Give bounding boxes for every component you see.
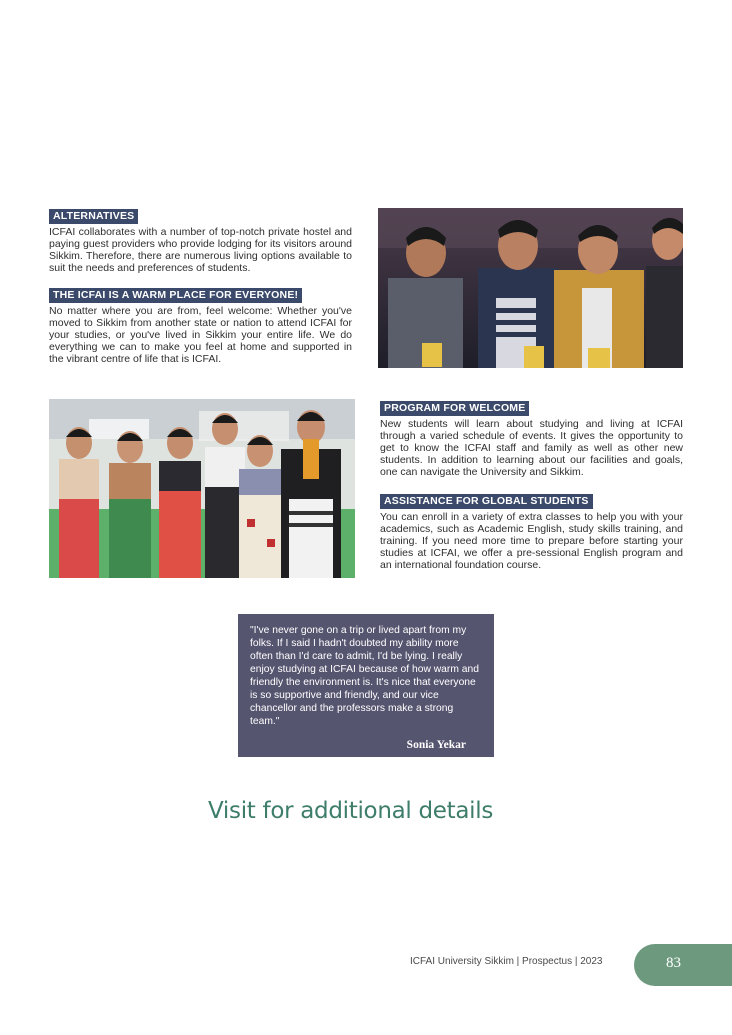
section-alternatives (49, 206, 352, 274)
page-number-tab (634, 944, 732, 986)
traditional-dress-photo (49, 399, 355, 578)
section-warm-place (49, 285, 352, 365)
page-number: 83 (666, 955, 681, 971)
testimonial-quote: "I've never gone on a trip or lived apart from my folks. If I said I hadn't doubted my ability more often than I'd care to admit, I'd be lying. I really enjoy studying at ICFAI because of how warm and friendly the environment is. It's nice that everyone is so supportive and friendly, and our vice chancellor and the professors make a strong team." (250, 625, 479, 727)
alternatives-heading: ALTERNATIVES (49, 209, 138, 224)
welcome-heading: PROGRAM FOR WELCOME (380, 401, 529, 416)
students-group-photo (378, 208, 683, 368)
warm-place-body: No matter where you are from, feel welcome: Whether you've moved to Sikkim from another state or nation to attend ICFAI for your studies, or you've lived in Sikkim your entire life. We do everything we can to make you feel at home and supported in the vibrant centre of life that is ICFAI. (49, 305, 352, 365)
footer-text: ICFAI University Sikkim | Prospectus | 2023 (410, 956, 603, 967)
visit-details-link[interactable]: Visit for additional details (208, 798, 494, 824)
global-heading: ASSISTANCE FOR GLOBAL STUDENTS (380, 494, 593, 509)
section-global (380, 491, 683, 571)
testimonial-box (238, 614, 494, 757)
testimonial-author: Sonia Yekar (406, 739, 466, 751)
global-body: You can enroll in a variety of extra classes to help you with your academics, such as Academic English, study skills training, and training. If you need more time to prepare before starting your studies at ICFAI, we offer a pre-sessional English program and an international foundation course. (380, 511, 683, 571)
warm-place-heading: THE ICFAI IS A WARM PLACE FOR EVERYONE! (49, 288, 302, 303)
welcome-body: New students will learn about studying and living at ICFAI through a varied schedule of events. It gives the opportunity to get to know the ICFAI staff and family as well as other new students. In addition to learning about our facilities and goals, one can navigate the University and Sikkim. (380, 418, 683, 478)
section-welcome (380, 398, 683, 478)
alternatives-body: ICFAI collaborates with a number of top-notch private hostel and paying guest providers who provide lodging for its visitors around Sikkim. Therefore, there are numerous living options available to suit the needs and preferences of students. (49, 226, 352, 274)
